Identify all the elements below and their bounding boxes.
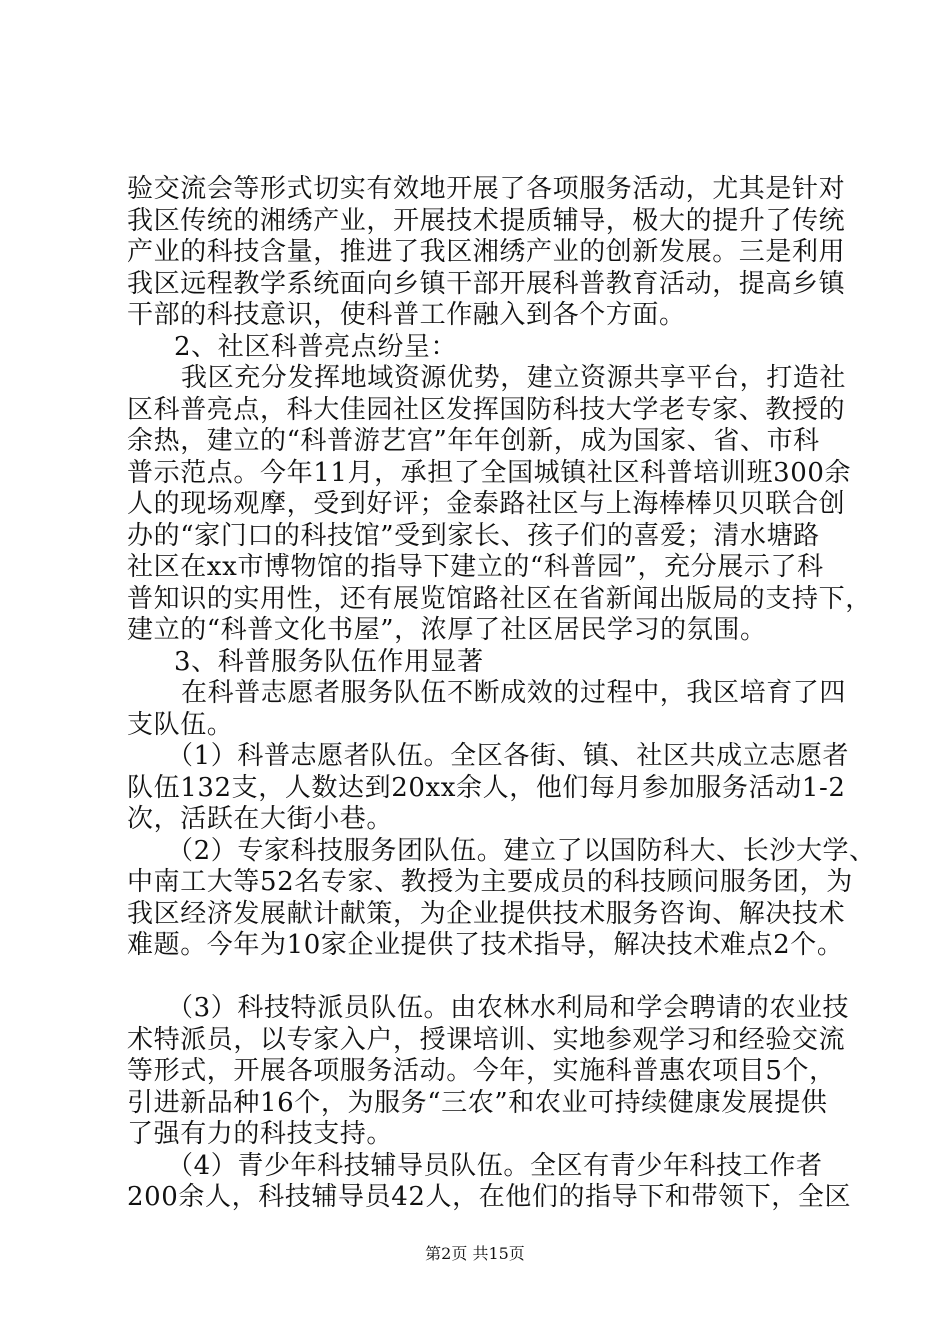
body-text-line: 术特派员，以专家入户，授课培训、实地参观学习和经验交流	[127, 1025, 846, 1055]
body-text-line: 产业的科技含量，推进了我区湘绣产业的创新发展。三是利用	[127, 237, 846, 267]
body-text-line: 干部的科技意识，使科普工作融入到各个方面。	[127, 300, 686, 330]
body-text-line: 队伍132支，人数达到20xx余人，他们每月参加服务活动1-2	[127, 773, 846, 803]
list-item-heading: （3）科技特派员队伍。由农林水利局和学会聘请的农业技	[167, 993, 850, 1023]
body-text-line: 等形式，开展各项服务活动。今年，实施科普惠农项目5个，	[127, 1056, 836, 1086]
body-text-line: 中南工大等52名专家、教授为主要成员的科技顾问服务团，为	[127, 867, 853, 897]
body-text-line: 难题。今年为10家企业提供了技术指导，解决技术难点2个。	[127, 930, 844, 960]
body-text-line: 人的现场观摩，受到好评；金泰路社区与上海棒棒贝贝联合创	[127, 489, 846, 519]
body-text-line: 余热，建立的“科普游艺宫”年年创新，成为国家、省、市科	[127, 426, 820, 456]
section-heading: 2、社区科普亮点纷呈：	[174, 332, 458, 362]
list-item-heading: （2）专家科技服务团队伍。建立了以国防科大、长沙大学、	[167, 836, 876, 866]
body-text-line: 我区传统的湘绣产业，开展技术提质辅导，极大的提升了传统	[127, 206, 846, 236]
body-text-line: 普示范点。今年11月，承担了全国城镇社区科普培训班300余	[127, 458, 852, 488]
body-text-line: 建立的“科普文化书屋”，浓厚了社区居民学习的氛围。	[127, 615, 767, 645]
body-text-line: 我区经济发展献计献策，为企业提供技术服务咨询、解决技术	[127, 899, 846, 929]
body-text-line: 我区远程教学系统面向乡镇干部开展科普教育活动，提高乡镇	[127, 269, 846, 299]
body-text-line: 支队伍。	[127, 710, 234, 740]
body-text-line: 办的“家门口的科技馆”受到家长、孩子们的喜爱；清水塘路	[127, 521, 820, 551]
body-text-line: 200余人，科技辅导员42人，在他们的指导下和带领下，全区	[127, 1182, 852, 1212]
body-text-line: 引进新品种16个，为服务“三农”和农业可持续健康发展提供	[127, 1088, 828, 1118]
body-text-line: 在科普志愿者服务队伍不断成效的过程中，我区培育了四	[181, 678, 847, 708]
body-text-line: 普知识的实用性，还有展览馆路社区在省新闻出版局的支持下，	[127, 584, 872, 614]
list-item-heading: （4）青少年科技辅导员队伍。全区有青少年科技工作者	[167, 1151, 823, 1181]
page-number-footer: 第2页 共15页	[425, 1244, 525, 1263]
body-text-line: 次，活跃在大街小巷。	[127, 804, 394, 834]
body-text-line: 验交流会等形式切实有效地开展了各项服务活动，尤其是针对	[127, 174, 846, 204]
list-item-heading: （1）科普志愿者队伍。全区各街、镇、社区共成立志愿者	[167, 741, 850, 771]
body-text-line: 区科普亮点，科大佳园社区发挥国防科技大学老专家、教授的	[127, 395, 846, 425]
body-text-line: 了强有力的科技支持。	[127, 1119, 394, 1149]
body-text-line: 社区在xx市博物馆的指导下建立的“科普园”，充分展示了科	[127, 552, 824, 582]
section-heading: 3、科普服务队伍作用显著	[174, 647, 484, 677]
body-text-line: 我区充分发挥地域资源优势，建立资源共享平台，打造社	[181, 363, 847, 393]
